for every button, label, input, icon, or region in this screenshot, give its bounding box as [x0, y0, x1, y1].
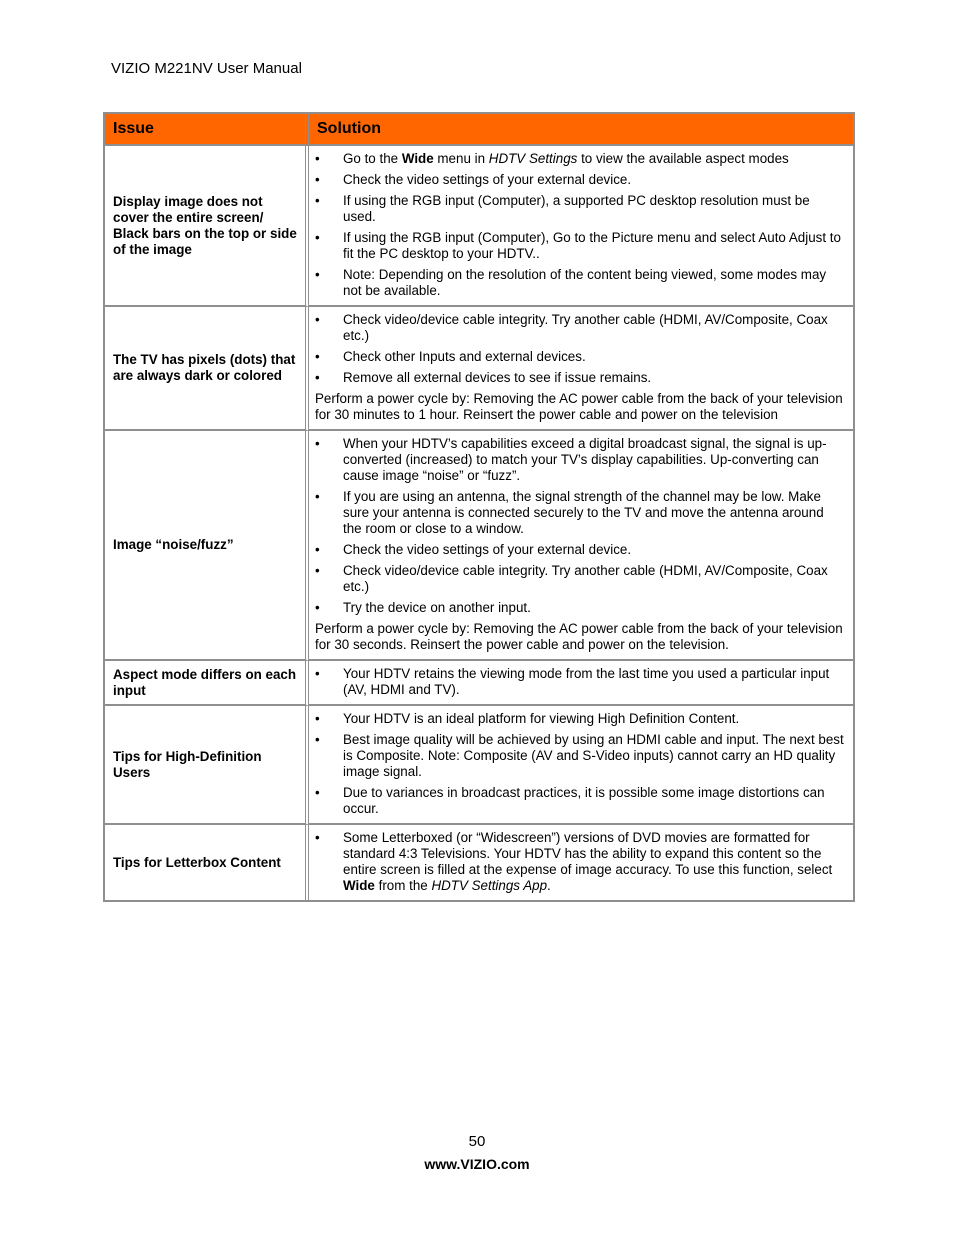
solution-item	[315, 312, 845, 344]
issue-cell: Tips for High-Definition Users	[105, 706, 309, 825]
text-span: When your HDTV’s capabilities exceed a digital broadcast signal, the signal is up-converted (increased) to match your TV’s display capabilities. Up-converting can cause image “noise” or “fuzz”.	[343, 436, 827, 483]
page-number: 50	[468, 1133, 486, 1150]
text-span: If using the RGB input (Computer), Go to the Picture menu and select Auto Adjust to fit the PC desktop to your HDTV..	[343, 230, 841, 261]
document-header: VIZIO M221NV User Manual	[111, 60, 302, 77]
solution-cell	[309, 307, 853, 431]
solution-item	[315, 151, 845, 167]
solution-item	[315, 267, 845, 299]
issue-cell: The TV has pixels (dots) that are always dark or colored	[105, 307, 309, 431]
solution-list	[315, 312, 845, 386]
troubleshooting-table	[103, 112, 855, 902]
solution-item	[315, 600, 845, 616]
issue-cell: Display image does not cover the entire screen/ Black bars on the top or side of the image	[105, 146, 309, 307]
column-header-solution: Solution	[309, 114, 853, 146]
solution-item	[315, 785, 845, 817]
issue-cell: Tips for Letterbox Content	[105, 825, 309, 900]
text-span: Check the video settings of your external device.	[343, 172, 632, 187]
solution-cell	[309, 146, 853, 307]
solution-item	[315, 830, 845, 894]
text-span: from the	[374, 878, 432, 893]
solution-item	[315, 193, 845, 225]
table-row	[105, 307, 853, 431]
text-span: Your HDTV is an ideal platform for viewing High Definition Content.	[343, 711, 740, 726]
text-span: menu in	[433, 151, 489, 166]
bold-term: Wide	[343, 878, 375, 893]
text-span: If you are using an antenna, the signal strength of the channel may be low. Make sure your antenna is connected securely to the TV and move the antenna around the room or close to a window.	[343, 489, 824, 536]
solution-item	[315, 666, 845, 698]
text-span: Check other Inputs and external devices.	[343, 349, 586, 364]
table-row	[105, 825, 853, 900]
solution-item	[315, 436, 845, 484]
solution-list	[315, 151, 845, 299]
solution-note: Perform a power cycle by: Removing the AC power cable from the back of your television for 30 minutes to 1 hour. Reinsert the power cable and power on the television	[315, 391, 843, 422]
column-header-issue: Issue	[105, 114, 309, 146]
text-span: Check video/device cable integrity. Try another cable (HDMI, AV/Composite, Coax etc.)	[343, 312, 828, 343]
footer-url: www.VIZIO.com	[424, 1156, 530, 1172]
text-span: to view the available aspect modes	[577, 151, 789, 166]
solution-item	[315, 542, 845, 558]
solution-list	[315, 830, 845, 894]
solution-list	[315, 711, 845, 817]
solution-cell	[309, 825, 853, 900]
solution-cell	[309, 661, 853, 706]
bold-term: Wide	[401, 151, 434, 166]
solution-list	[315, 436, 845, 616]
text-span: Remove all external devices to see if issue remains.	[343, 370, 652, 385]
italic-term: HDTV Settings App	[431, 878, 548, 893]
solution-item	[315, 370, 845, 386]
text-span: Note: Depending on the resolution of the content being viewed, some modes may not be available.	[343, 267, 827, 298]
solution-cell	[309, 706, 853, 825]
solution-item	[315, 563, 845, 595]
solution-item	[315, 349, 845, 365]
text-span: Due to variances in broadcast practices, it is possible some image distortions can occur.	[343, 785, 825, 816]
text-span: Your HDTV retains the viewing mode from the last time you used a particular input (AV, HDMI and TV).	[343, 666, 830, 697]
solution-item	[315, 711, 845, 727]
table-row	[105, 431, 853, 661]
solution-note: Perform a power cycle by: Removing the AC power cable from the back of your television for 30 seconds. Reinsert the power cable and power on the television.	[315, 621, 843, 652]
text-span: Go to the	[343, 151, 402, 166]
solution-item	[315, 489, 845, 537]
italic-term: HDTV Settings	[488, 151, 578, 166]
text-span: Check the video settings of your external device.	[343, 542, 632, 557]
table-body	[105, 146, 853, 900]
text-span: Try the device on another input.	[343, 600, 531, 615]
solution-item	[315, 172, 845, 188]
solution-cell	[309, 431, 853, 661]
table-header-row	[105, 114, 853, 146]
text-span: Check video/device cable integrity. Try another cable (HDMI, AV/Composite, Coax etc.)	[343, 563, 828, 594]
solution-item	[315, 230, 845, 262]
text-span: If using the RGB input (Computer), a supported PC desktop resolution must be used.	[343, 193, 810, 224]
solution-item	[315, 732, 845, 780]
text-span: .	[547, 878, 551, 893]
text-span: Best image quality will be achieved by using an HDMI cable and input. The next best is Composite. Note: Composite (AV and S-Video inputs) cannot carry an HD quality image signal.	[343, 732, 844, 779]
table-row	[105, 146, 853, 307]
table-row	[105, 706, 853, 825]
issue-cell: Aspect mode differs on each input	[105, 661, 309, 706]
text-span: Some Letterboxed (or “Widescreen”) versions of DVD movies are formatted for standard 4:3 Televisions. Your HDTV has the ability to expand this content so the entire screen is filled at the expense of image accuracy. To use this function, select	[343, 830, 833, 877]
issue-cell: Image “noise/fuzz”	[105, 431, 309, 661]
solution-list	[315, 666, 845, 698]
table-row	[105, 661, 853, 706]
